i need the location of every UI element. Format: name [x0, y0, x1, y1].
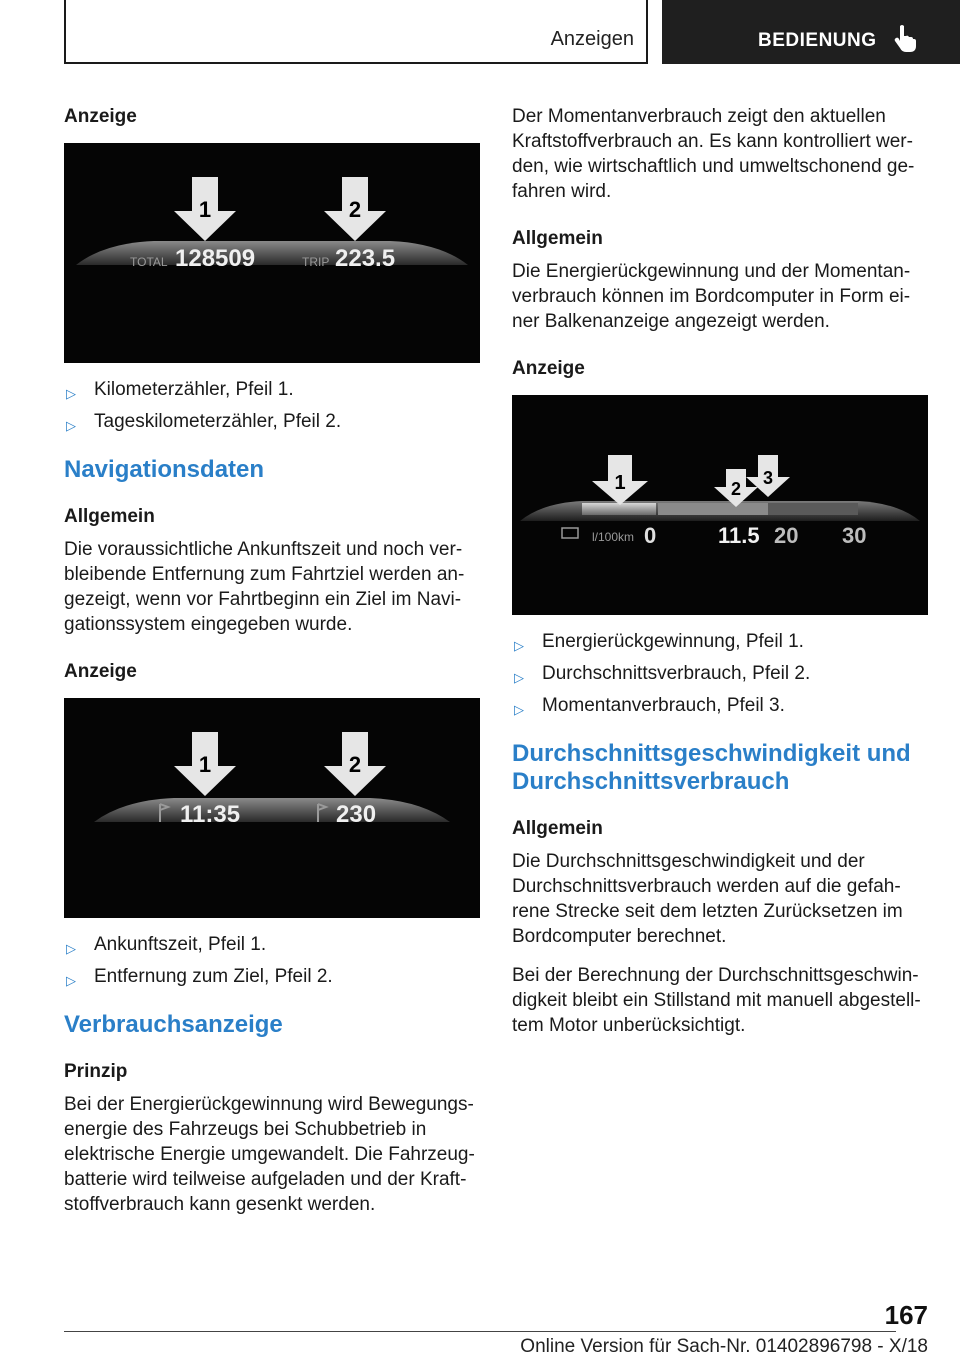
right-column — [512, 104, 928, 1052]
footer-online-version: Online Version für Sach-Nr. 01402896798 - X/18 — [520, 1336, 928, 1357]
heading-anzeige-1: Anzeige — [64, 106, 137, 127]
header-section-box — [64, 0, 648, 64]
paragraph-dsg-1: Die Durchschnittsgeschwindigkeit und der Durchschnittsverbrauch werden auf die gefah-rene Strecke seit dem letzten Zurücksetzen im Bordcomputer berechnet. — [512, 851, 903, 947]
arrow-1-number: 1 — [198, 752, 212, 777]
header-section-title: Anzeigen — [550, 28, 634, 50]
subheading-allgemein-verb: Allgemein — [512, 228, 603, 249]
list-item: ▷ Momentanverbrauch, Pfeil 3. — [512, 693, 928, 718]
header-chapter-title: BEDIENUNG — [758, 30, 877, 51]
consumption-fill — [658, 503, 768, 515]
figure-consumption — [512, 395, 928, 615]
list-odometer — [64, 377, 480, 434]
footer-divider — [64, 1331, 896, 1332]
triangle-bullet-icon: ▷ — [66, 386, 76, 401]
paragraph-nav: Die voraussichtliche Ankunftszeit und noch ver-bleibende Entfernung zum Fahrtziel werden an-gezeigt, wenn vor Fahrtbeginn ein Ziel im Navi-gationssystem eingegeben wurde. — [64, 539, 465, 635]
distance-value: 230 — [336, 801, 377, 828]
battery-icon — [562, 528, 578, 538]
display-bar — [94, 798, 450, 822]
triangle-bullet-icon: ▷ — [514, 670, 524, 685]
heading-navigationsdaten: Navigationsdaten — [64, 456, 265, 483]
regeneration-scale — [582, 503, 656, 515]
triangle-bullet-icon: ▷ — [66, 941, 76, 956]
header-chapter-box — [662, 0, 960, 64]
list-item: ▷ Kilometerzähler, Pfeil 1. — [64, 377, 480, 402]
figure-navigation — [64, 698, 480, 918]
consumption-display-svg — [512, 395, 928, 615]
arrow-3-number: 3 — [762, 468, 774, 488]
triangle-bullet-icon: ▷ — [514, 702, 524, 717]
total-value: 128509 — [175, 245, 256, 272]
pointing-hand-icon — [892, 24, 918, 52]
paragraph-momentanverbrauch: Der Momentanverbrauch zeigt den aktuellen Kraftstoffverbrauch an. Es kann kontrolliert wer-den, wie wirtschaftlich und umweltschonend ge-fahren wird. — [512, 106, 915, 202]
list-navigation — [64, 932, 480, 989]
figure-odometer — [64, 143, 480, 363]
arrow-1-number: 1 — [198, 197, 212, 222]
arrow-1-number: 1 — [614, 472, 626, 494]
heading-verbrauchsanzeige: Verbrauchsanzeige — [64, 1011, 283, 1038]
heading-anzeige-3: Anzeige — [512, 358, 585, 379]
trip-value: 223.5 — [335, 245, 396, 272]
subheading-prinzip: Prinzip — [64, 1061, 128, 1082]
trip-label: TRIP — [302, 255, 330, 269]
paragraph-allgemein-verb: Die Energierückgewinnung und der Momentan-verbrauch können im Bordcomputer in Form ei-ner Balkenanzeige angezeigt werden. — [512, 261, 911, 332]
average-value: 11.5 — [718, 523, 760, 548]
paragraph-dsg-2: Bei der Berechnung der Durchschnittsgeschwin-digkeit bleibt ein Stillstand mit manuell abgestell-tem Motor unberücksichtigt. — [512, 965, 921, 1036]
heading-durchschnitt: Durchschnittsgeschwindigkeit und Durchschnittsverbrauch — [512, 740, 911, 795]
list-item: ▷ Entfernung zum Ziel, Pfeil 2. — [64, 964, 480, 989]
paragraph-prinzip: Bei der Energierückgewinnung wird Bewegungs-energie des Fahrzeugs bei Schubbetrieb in elektrische Energie umgewandelt. Die Fahrzeug-batterie wird teilweise aufgeladen und der Kraft-stoffverbrauch kann gesenkt werden. — [64, 1094, 475, 1215]
odometer-display-svg — [64, 143, 480, 363]
subheading-allgemein-dsg: Allgemein — [512, 818, 603, 839]
list-item: ▷ Tageskilometerzähler, Pfeil 2. — [64, 409, 480, 434]
triangle-bullet-icon: ▷ — [66, 418, 76, 433]
triangle-bullet-icon: ▷ — [514, 638, 524, 653]
scale-20-label: 20 — [774, 523, 799, 548]
arrow-2-number: 2 — [348, 197, 362, 222]
scale-30-label: 30 — [842, 523, 867, 548]
triangle-bullet-icon: ▷ — [66, 973, 76, 988]
list-item: ▷ Energierückgewinnung, Pfeil 1. — [512, 629, 928, 654]
total-label: TOTAL — [130, 255, 168, 269]
list-consumption — [512, 629, 928, 718]
scale-zero-label: 0 — [644, 523, 657, 548]
left-column — [64, 104, 480, 1231]
arrival-time-value: 11:35 — [180, 801, 241, 828]
arrow-2-number: 2 — [348, 752, 362, 777]
list-item: ▷ Durchschnittsverbrauch, Pfeil 2. — [512, 661, 928, 686]
page-number: 167 — [884, 1300, 928, 1330]
heading-anzeige-2: Anzeige — [64, 661, 137, 682]
arrow-2-number: 2 — [730, 479, 742, 499]
unit-label: l/100km — [592, 530, 635, 544]
list-item: ▷ Ankunftszeit, Pfeil 1. — [64, 932, 480, 957]
subheading-allgemein-nav: Allgemein — [64, 506, 155, 527]
navigation-display-svg — [64, 698, 480, 918]
